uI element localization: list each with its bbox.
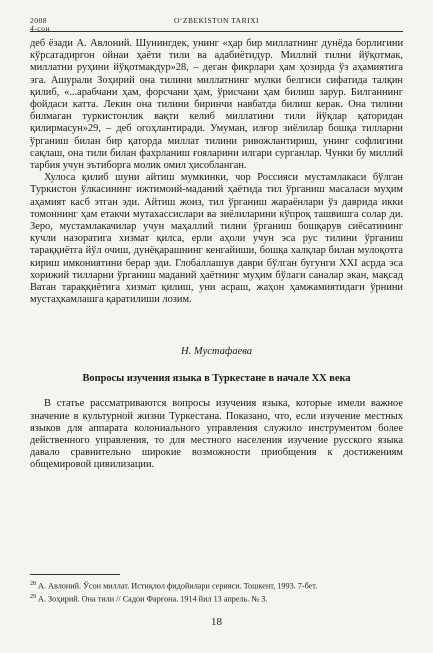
header-rule <box>30 31 403 32</box>
body-paragraph-1: деб ёзади А. Авлоний. Шунингдек, унинг «ҳар бир миллатнинг дунёда борлигини кўрсатадиргон ойнаи ҳаёти тили ва адабиётидур. Миллий тилни йўқотмак, миллатни руҳини йўқотмакдур»28, – деган фикрлари ҳам ҳозирда ўз аҳамиятига эга. Ашурали Зоҳирий она тилини миллатнинг мулки белгиси сифатида талқин қилиб, «...арабчани ҳам, форсчани ҳам, ўрисчани ҳам билиш зарур. Билганнинг фойдаси катта. Лекин она тилини биринчи навбатда билиш керак. Она тилини билмаган туркистонлик вақти келиб миллатини тили йўқлар қаторидан қилирмасун»29, – деб огоҳлантиради. Умуман, илғор зиёлилар бошқа тилларни ўрганиш билан бир қаторда миллат тилини ривожлантириш, унинг софлигини сақлаш, она тили билан фахрланиш ғояларини илгари сурганлар. Чунки бу миллий тарбия учун эътиборга молик омил ҳисобланган. <box>30 38 403 172</box>
article-title: Вопросы изучения языка в Туркестане в начале XX века <box>82 373 351 385</box>
footnote-text: А. Зоҳирий. Она тили // Садои Фарғона. 1914 йил 13 апрель. № 3. <box>38 594 268 604</box>
header-issue: 4-сон <box>30 24 50 33</box>
footnote-29 <box>30 592 403 605</box>
page-number: 18 <box>211 616 222 628</box>
running-header <box>30 10 403 32</box>
footnote-rule <box>30 574 120 575</box>
footnotes <box>30 574 403 604</box>
footnote-number: 29 <box>30 593 36 600</box>
header-journal-title: O‘ZBEKISTON TARIXI <box>174 16 259 25</box>
article-author: Н. Мустафаева <box>181 346 252 358</box>
body-paragraph-2: Хулоса қилиб шуни айтиш мумкинки, чор Россияси мустамлакаси бўлган Туркистон ўлкасининг ижтимоий-маданий ҳаётида тил ўрганиш масаласи муҳим аҳамият касб этган эди. Айтиш жоиз, тил ўрганиш жараёнлари ўз даврида икки томоннинг ҳам етакчи мутахассислари ва зиёлиларини кўпроқ ташвишга солар ди. Зеро, мустамлакачилар учун маҳаллий тилни ўрганиш бошқарув сиёсатининг кучли назоратига хизмат қилса, ерли аҳоли учун эса рус тилини ўрганиш тараққиётга йўл очиш, дунёқарашнинг кенгайиши, бошқа халқлар билан мулоқотга кириш имкониятини берар эди. Глобаллашув даври бўлган бугунги XXI асрда эса хорижий тилларни ўрганиш маданий ҳаётнинг муҳим бўлаги саналар экан, мақсад Ватан тараққиётига хизмат қилиш, уни асраш, жаҳон ҳамжамиятидаги ўрнини мустаҳкамлашга қаратилиши лозим. <box>30 172 403 306</box>
footnote-text: А. Авлоний. Ўсон миллат. Истиқлол фидойилари серияси. Тошкент, 1993. 7-бет. <box>38 581 318 591</box>
article-abstract: В статье рассматриваются вопросы изучения языка, которые имели важное значение в культурной жизни Туркестана. Показано, что, если изучение местных языков для аппарата колониального управления служило инструментом более действенного управления, то для местного населения изучение русского языка давало сравнительно широкие возможности приобщения к достижениям общемировой цивилизации. <box>30 398 403 471</box>
header-year: 2008 <box>30 16 47 25</box>
footnote-number: 28 <box>30 581 36 587</box>
footnote-28 <box>30 579 403 592</box>
